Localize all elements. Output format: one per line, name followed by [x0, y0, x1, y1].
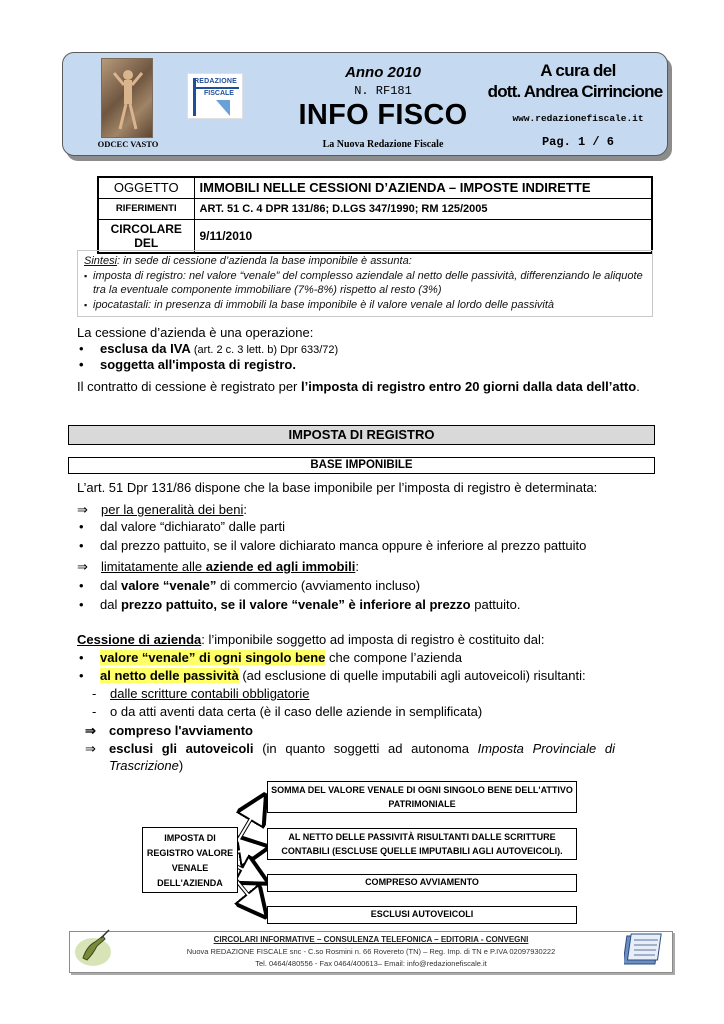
list-item: • dal valore “venale” di commercio (avviamento incluso) [77, 577, 420, 594]
diagram-box-sum: SOMMA DEL VALORE VENALE DI OGNI SINGOLO BENE DELL'ATTIVO PATRIMONIALE [267, 781, 577, 813]
author-line-2: dott. Andrea Cirrincione [487, 82, 663, 101]
footer-company: Nuova REDAZIONE FISCALE snc - C.so Rosmini n. 66 Rovereto (TN) – Reg. Imp. di TN e P.IVA 02097930222 [186, 947, 556, 956]
issue-number: N. RF181 [354, 84, 412, 98]
year-label: Anno 2010 [345, 64, 421, 81]
diagram-box-passivita: AL NETTO DELLE PASSIVITÀ RISULTANTI DALLE SCRITTURE CONTABILI (ESCLUSE QUELLE IMPUTABILI AGLI AUTOVEICOLI). [267, 828, 577, 860]
sintesi-label: Sintesi [84, 255, 118, 267]
circolare-label: CIRCOLARE DEL [98, 219, 194, 253]
logo-text-2: FISCALE [204, 90, 234, 97]
list-item: • esclusa da IVA (art. 2 c. 3 lett. b) Dpr 633/72) [77, 340, 338, 359]
author-line-1: A cura del [540, 61, 616, 80]
diagram-source-box: IMPOSTA DI REGISTRO VALORE VENALE DELL'AZIENDA [142, 827, 238, 893]
list-item: • dal valore “dichiarato” dalle parti [77, 518, 285, 535]
page-indicator: Pag. 1 / 6 [541, 135, 614, 149]
page-subtitle: La Nuova Redazione Fiscale [322, 139, 444, 150]
diagram-box-autoveicoli: ESCLUSI AUTOVEICOLI [267, 906, 577, 924]
list-item: • soggetta all'imposta di registro. [77, 356, 296, 373]
logo-text-1: REDAZIONE [194, 78, 238, 85]
diagram-box-avviamento: COMPRESO AVVIAMENTO [267, 874, 577, 892]
dash-item: - dalle scritture contabili obbligatorie [92, 686, 310, 701]
intro-line: La cessione d’azienda è una operazione: [77, 325, 314, 340]
arrow-item: ⇒ compreso l'avviamento [85, 722, 253, 739]
section-heading: IMPOSTA DI REGISTRO [68, 425, 655, 445]
list-item: • dal prezzo pattuito, se il valore dichiarato manca oppure è inferiore al prezzo pattuito [77, 537, 586, 554]
cessione-intro: Cessione di azienda: l’imponibile soggetto ad imposta di registro è costituito dal: [77, 632, 545, 647]
riferimenti-label: RIFERIMENTI [98, 198, 194, 219]
footer-contacts: Tel. 0464/480556 - Fax 0464/400613– Email: info@redazionefiscale.it [255, 959, 487, 968]
arrow-item: ⇒ limitatamente alle aziende ed agli immobili: [77, 558, 359, 575]
sintesi-item: ▪ ipocatastali: in presenza di immobili la base imponibile è il valore venale al lordo delle passività [84, 298, 646, 313]
list-item: • al netto delle passività (ad esclusione di quelle imputabili agli autoveicoli) risultanti: [77, 667, 586, 684]
base-intro: L’art. 51 Dpr 131/86 dispone che la base imponibile per l’imposta di registro è determinata: [77, 480, 598, 495]
riferimenti-value: ART. 51 C. 4 DPR 131/86; D.LGS 347/1990; RM 125/2005 [194, 198, 652, 219]
subsection-heading: BASE IMPONIBILE [68, 457, 655, 474]
odcec-label: ODCEC VASTO [97, 139, 159, 149]
list-item: • dal prezzo pattuito, se il valore “venale” è inferiore al prezzo pattuito. [77, 596, 521, 613]
circolare-value: 9/11/2010 [194, 219, 652, 253]
arrow-item: ⇒ esclusi gli autoveicoli (in quanto soggetti ad autonoma Imposta Provinciale di Trascrizione) [85, 740, 615, 774]
intro-paragraph: Il contratto di cessione è registrato per l’imposta di registro entro 20 giorni dalla data dell’atto. [77, 379, 640, 394]
oggetto-value: IMMOBILI NELLE CESSIONI D’AZIENDA – IMPOSTE INDIRETTE [194, 177, 652, 198]
footer-services: CIRCOLARI INFORMATIVE – CONSULENZA TELEFONICA – EDITORIA - CONVEGNI [213, 935, 529, 944]
dash-item: - o da atti aventi data certa (è il caso delle aziende in semplificata) [92, 704, 483, 719]
sintesi-item: ▪ imposta di registro: nel valore “venale” del complesso aziendale al netto delle passività, differenziando le aliquote tra la eventuale componente immobiliare (7%-8%) rispetto al resto (3%) [84, 269, 646, 298]
notebook-icon [624, 928, 666, 970]
arrow-item: ⇒ per la generalità dei beni: [77, 501, 247, 518]
website-link[interactable]: www.redazionefiscale.it [512, 113, 644, 124]
list-item: • valore “venale” di ogni singolo bene che compone l’azienda [77, 649, 462, 666]
oggetto-label: OGGETTO [98, 177, 194, 198]
footer [69, 931, 673, 973]
sintesi-intro: : in sede di cessione d’azienda la base imponibile è assunta: [117, 255, 412, 267]
page-title: INFO FISCO [298, 99, 468, 131]
hand-writing-icon [73, 928, 113, 968]
